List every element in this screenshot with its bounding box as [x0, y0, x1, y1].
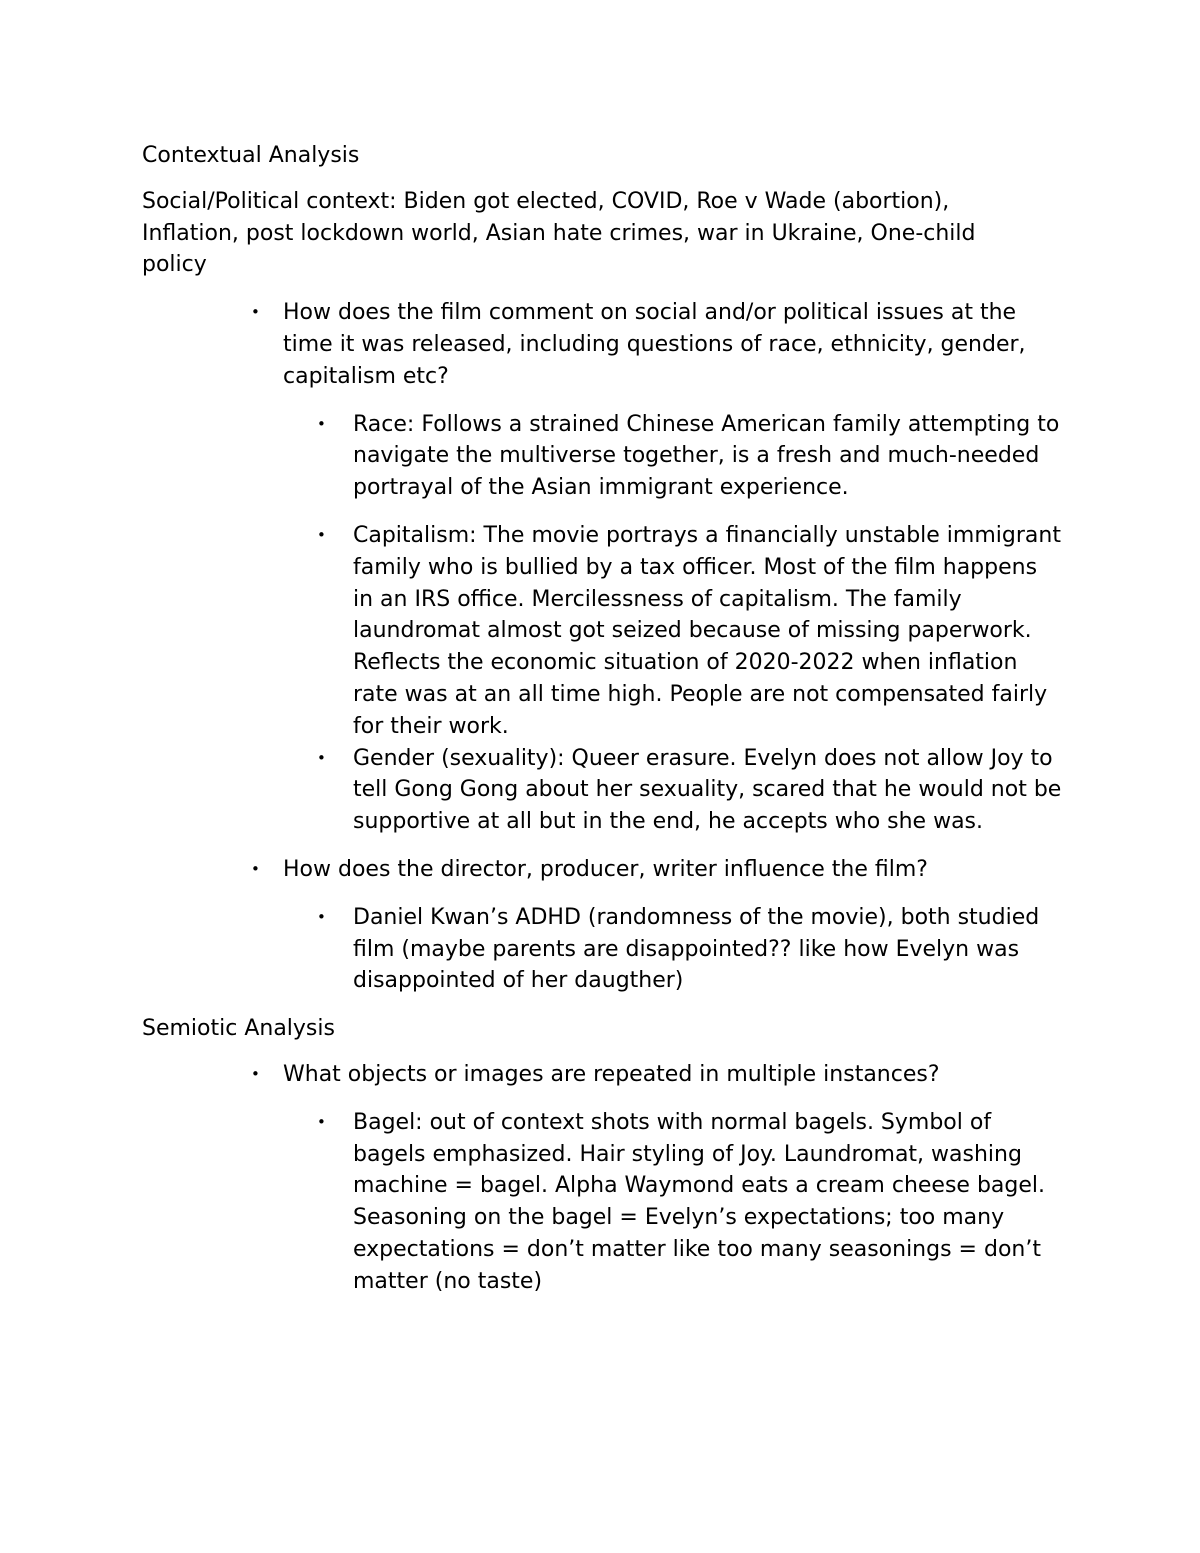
heading-contextual-analysis: Contextual Analysis	[142, 143, 360, 168]
bullet-icon: •	[317, 525, 326, 544]
list-item-race	[317, 409, 1063, 504]
question-objects: What objects or images are repeated in multiple instances?	[283, 1061, 940, 1087]
bullet-icon: •	[317, 1112, 326, 1131]
bullet-icon: •	[317, 414, 326, 433]
bullet-icon: •	[317, 748, 326, 767]
question-social-issues: How does the film comment on social and/or political issues at the time it was released, including questions of race, ethnicity, gender, capitalism etc?	[283, 300, 1026, 389]
document-page	[142, 140, 1072, 1298]
list-item-objects-question	[251, 1059, 1043, 1091]
daniel-kwan-text: Daniel Kwan’s ADHD (randomness of the movie), both studied film (maybe parents are disappointed?? like how Evelyn was disappointed of her daugther)	[353, 904, 1040, 994]
heading-semiotic-analysis: Semiotic Analysis	[142, 1016, 335, 1042]
bullet-icon: •	[251, 859, 260, 878]
social-political-context: Social/Political context: Biden got elected, COVID, Roe v Wade (abortion), Inflation, post lockdown world, Asian hate crimes, war in Ukraine, One-child policy	[142, 188, 976, 278]
bullet-icon: •	[251, 303, 260, 322]
bullet-icon: •	[251, 1064, 260, 1083]
bullet-icon: •	[317, 907, 326, 926]
race-text: Race: Follows a strained Chinese American family attempting to navigate the multiverse together, is a fresh and much-needed portrayal of the Asian immigrant experience.	[353, 411, 1060, 501]
list-item-director-question	[251, 854, 1043, 886]
question-director: How does the director, producer, writer influence the film?	[283, 856, 928, 882]
list-item-capitalism	[317, 520, 1063, 743]
list-item-social-issues-question	[251, 297, 1043, 392]
list-item-gender	[317, 743, 1063, 838]
bagel-text: Bagel: out of context shots with normal bagels. Symbol of bagels emphasized. Hair styling of Joy. Laundromat, washing machine = bagel. Alpha Waymond eats a cream cheese bagel. Seasoning on the bagel = Evelyn’s expectations; too many expectations = don’t matter like too many seasonings = don’t matter (no taste)	[353, 1109, 1046, 1294]
list-item-daniel-kwan	[317, 902, 1063, 997]
list-item-bagel	[317, 1107, 1063, 1298]
capitalism-text: Capitalism: The movie portrays a financially unstable immigrant family who is bullied by a tax officer. Most of the film happens in an IRS office. Mercilessness of capitalism. The family laundromat almost got seized because of missing paperwork. Reflects the economic situation of 2020-2022 when inflation rate was at an all time high. People are not compensated fairly for their work.	[353, 522, 1061, 739]
gender-text: Gender (sexuality): Queer erasure. Evelyn does not allow Joy to tell Gong Gong about her sexuality, scared that he would not be supportive at all but in the end, he accepts who she was.	[353, 745, 1062, 835]
